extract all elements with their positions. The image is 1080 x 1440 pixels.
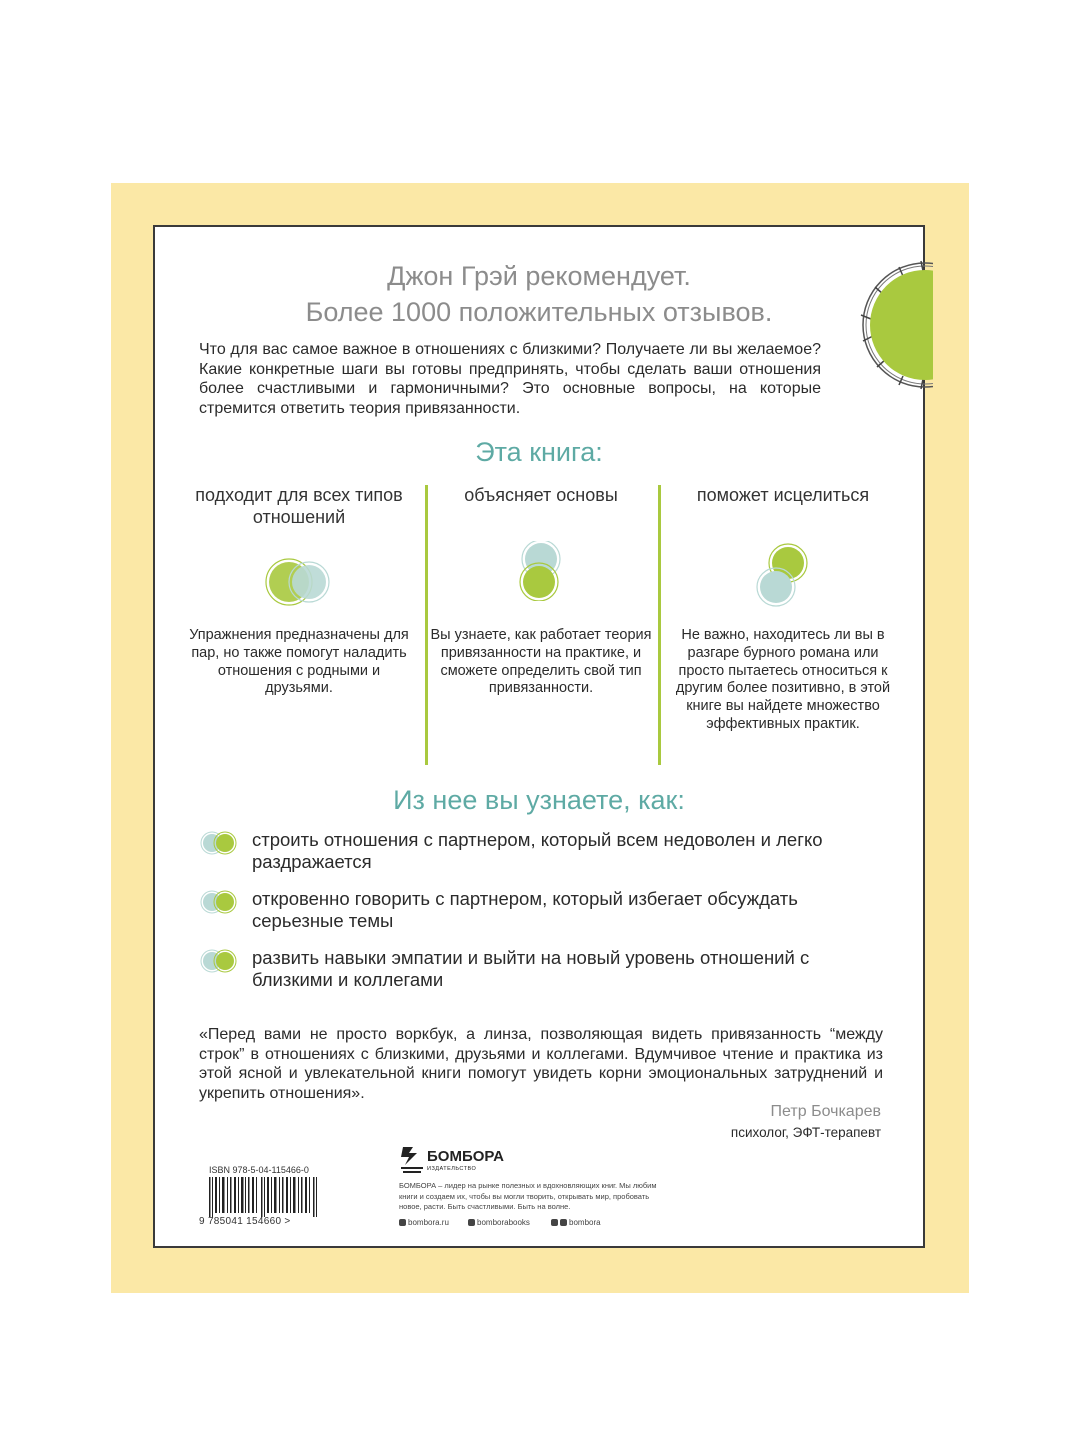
quote-text: «Перед вами не просто воркбук, а линза, позволяющая видеть привязанность “между строк” в отношениях с близкими, друзьями и коллегами. Вдумчивое чтение и практика из этой ясной и увлекательной книги помогут увидеть корни эмоциональных затруднений и укрепить отношения». (199, 1026, 883, 1102)
feature-desc-3: Не важно, находитесь ли вы в разгаре бурного романа или просто пытаетесь относиться к другим более позитивно, в этой книге вы найдете множество эффективных практик. (675, 627, 891, 732)
bullet-circles-icon (199, 949, 239, 973)
intro-paragraph: Что для вас самое важное в отношениях с близкими? Получаете ли вы желаемое? Какие конкретные шаги вы готовы предпринять, чтобы сделать ваши отношения более счастливыми и гармоничными? Это основные вопросы, на которые стремится ответить теория привязанности. (199, 341, 821, 417)
isbn-label: ISBN 978-5-04-115466-0 (209, 1165, 309, 1175)
feature-column-2 (425, 485, 657, 698)
column-divider (658, 485, 661, 765)
barcode-icon (209, 1177, 321, 1217)
feature-title-3: поможет исцелиться (696, 485, 870, 505)
feature-title-2: объясняет основы (464, 485, 618, 505)
feature-column-3 (667, 485, 899, 734)
list-item (199, 947, 879, 991)
feature-column-1 (183, 485, 415, 698)
social-link-vk[interactable]: bomborabooks (468, 1218, 530, 1227)
bullet-circles-icon (199, 890, 239, 914)
back-cover-panel (153, 225, 925, 1248)
book-section-title: Эта книга: (475, 437, 603, 467)
list-item-text: строить отношения с партнером, который всем недоволен и легко раздражается (252, 829, 823, 872)
list-item-text: развить навыки эмпатии и выйти на новый уровень отношений с близкими и коллегами (252, 947, 810, 990)
learn-section-title: Из нее вы узнаете, как: (393, 785, 685, 815)
youtube-icon (551, 1219, 558, 1226)
feature-desc-1: Упражнения предназначены для пар, но также помогут наладить отношения с родными и друзьями. (189, 627, 409, 697)
quote-author-role: психолог, ЭФТ-терапевт (730, 1125, 881, 1140)
overlapping-circles-icon (259, 555, 339, 609)
telegram-icon (560, 1219, 567, 1226)
list-item (199, 829, 879, 873)
publisher-subtitle: ИЗДАТЕЛЬСТВО (427, 1166, 477, 1172)
publisher-blurb: БОМБОРА – лидер на рынке полезных и вдохновляющих книг. Мы любим книги и создаем их, чтобы вы могли творить, открывать мир, пробовать новое, расти. Быть счастливыми. Быть на волне. (399, 1181, 657, 1211)
quote-author: Петр Бочкарев (770, 1103, 881, 1120)
stacked-circles-icon (511, 541, 571, 601)
vk-icon (468, 1219, 475, 1226)
social-link-website[interactable]: bombora.ru (399, 1218, 449, 1227)
feature-desc-2: Вы узнаете, как работает теория привязанности на практике, и сможете определить свой тип привязанности. (430, 627, 652, 697)
diagonal-circles-icon (748, 543, 818, 607)
bullet-circles-icon (199, 831, 239, 855)
headline-line-1: Джон Грэй рекомендует. (387, 261, 691, 291)
headline-line-2: Более 1000 положительных отзывов. (305, 297, 773, 327)
globe-icon (399, 1219, 406, 1226)
barcode-number: 9 785041 154660 > (199, 1216, 291, 1227)
publisher-name: БОМБОРА (427, 1148, 504, 1165)
feature-title-1: подходит для всех типов отношений (195, 485, 403, 527)
list-item-text: откровенно говорить с партнером, который избегает обсуждать серьезные темы (252, 888, 798, 931)
list-item (199, 888, 879, 932)
social-link-youtube-telegram[interactable]: bombora (551, 1218, 601, 1227)
bombora-logo-icon (399, 1145, 425, 1175)
